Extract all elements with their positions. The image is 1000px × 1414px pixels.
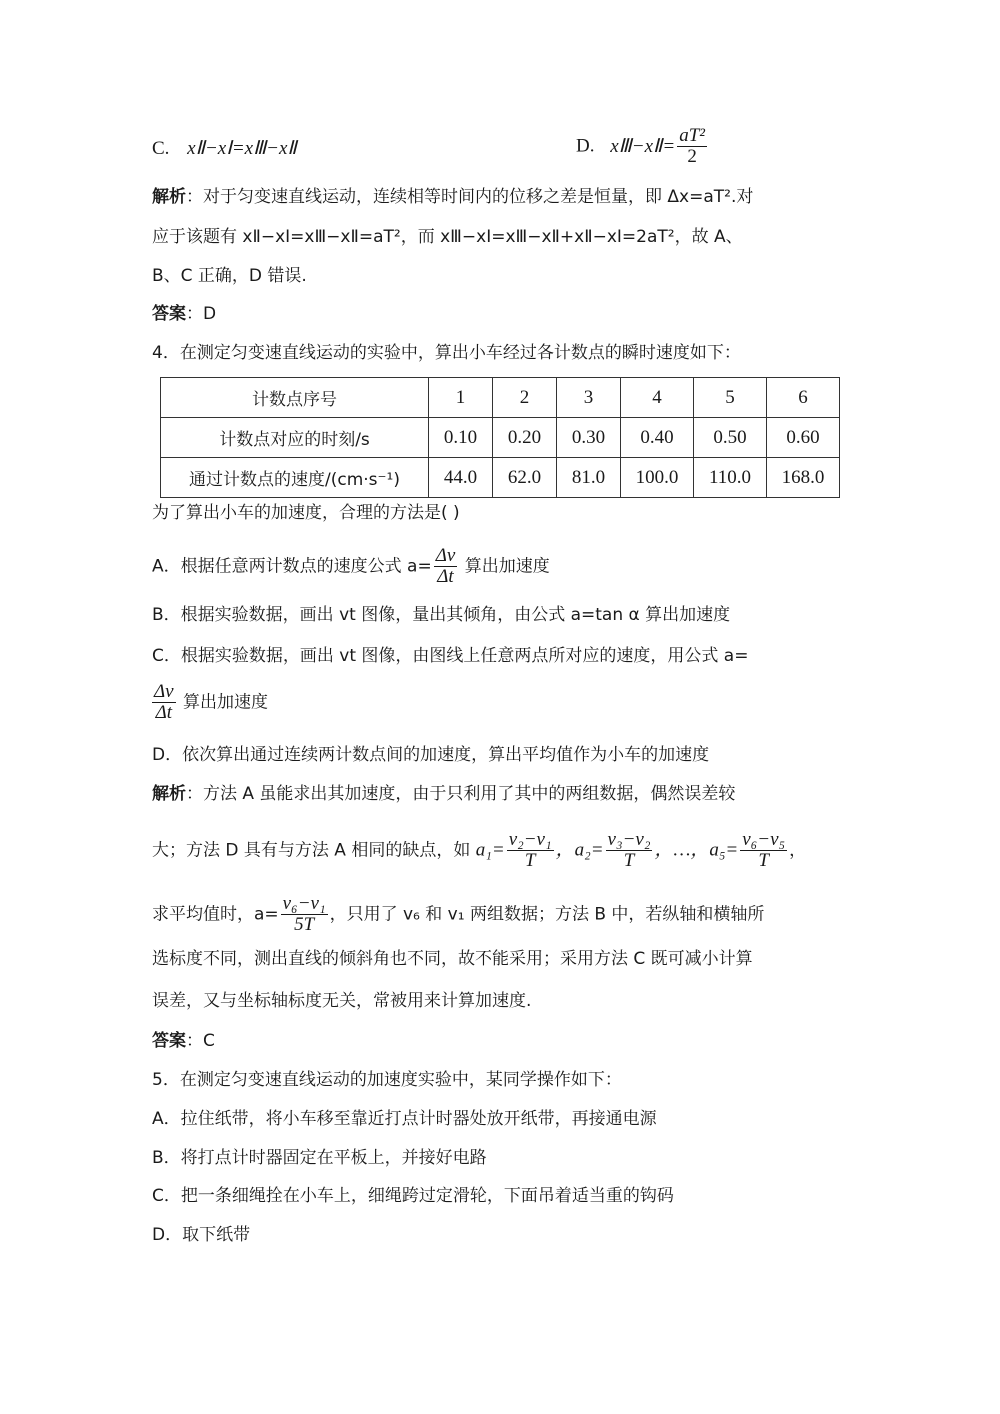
option-text: C．把一条细绳拴在小车上，细绳跨过定滑轮，下面吊着适当重的钩码 [152,1186,674,1206]
q4-analysis-line-4 [152,948,753,970]
denominator: T [623,850,635,871]
q3-answer [152,303,216,325]
numerator: v₃−v₂ [607,829,651,850]
table-cell: 0.20 [493,418,557,458]
q4-option-c-line-1 [152,645,748,667]
analysis-text: 误差，又与坐标轴标度无关，常被用来计算加速度. [152,991,532,1011]
numerator: Δv [154,681,174,702]
q4-question [152,502,460,524]
q5-stem [152,1069,622,1091]
question-stem: 4．在测定匀变速直线运动的实验中，算出小车经过各计数点的瞬时速度如下： [152,343,741,363]
option-text: 算出加速度 [459,556,550,577]
table-cell: 1 [429,378,493,418]
q4-stem [152,342,741,364]
numerator: v₆−v₅ [742,829,786,850]
table-cell: 62.0 [493,458,557,498]
option-text: D．取下纸带 [152,1225,251,1245]
q3-analysis-line-2 [152,226,743,248]
answer-value: ：C [186,1031,215,1051]
denominator: Δt [155,702,173,723]
q4-option-b [152,604,730,626]
table-cell: 0.50 [694,418,767,458]
q3-option-d [576,126,709,167]
q4-option-a [152,546,550,587]
fraction [507,830,554,871]
formula: xⅡ−xⅠ=xⅢ−xⅡ [187,138,297,159]
analysis-text: ，只用了 v₆ 和 v₁ 两组数据；方法 B 中，若纵轴和横轴所 [329,904,765,925]
table-row [161,378,840,418]
formula-lhs: xⅢ−xⅡ= [610,135,676,157]
analysis-text: 求平均值时，a= [152,904,279,925]
q4-analysis-line-3 [152,894,764,935]
numerator: aT² [679,125,705,146]
q4-analysis-line-5 [152,990,531,1012]
q3-option-c [152,138,297,160]
answer-label: 答案 [152,1031,186,1051]
table-cell: 81.0 [557,458,621,498]
fraction [677,126,707,167]
q4-option-c-line-2 [152,682,268,723]
option-text: B．根据实验数据，画出 vt 图像，量出其倾角，由公式 a=tan α 算出加速度 [152,605,731,625]
formula: a₁= [475,839,505,861]
q4-analysis-line-1 [152,783,735,805]
q4-option-d [152,744,709,766]
denominator: T [758,850,769,871]
q3-analysis-line-1 [152,186,753,208]
table-cell: 0.60 [767,418,840,458]
q5-option-a [152,1108,657,1130]
q5-option-c [152,1185,674,1207]
table-cell: 0.10 [429,418,493,458]
row-header: 计数点对应的时刻/s [161,418,429,458]
denominator: T [524,850,536,871]
option-text: C．根据实验数据，画出 vt 图像，由图线上任意两点所对应的速度，用公式 a= [152,646,749,666]
analysis-text: 大；方法 D 具有与方法 A 相同的缺点，如 [152,840,476,861]
analysis-text: ：对于匀变速直线运动，连续相等时间内的位移之差是恒量，即 Δx=aT².对 [186,187,754,207]
table-cell: 100.0 [621,458,694,498]
answer-label: 答案 [152,304,186,324]
option-text: A．拉住纸带，将小车移至靠近打点计时器处放开纸带，再接通电源 [152,1109,657,1129]
numerator: Δv [435,545,456,566]
option-text: 算出加速度 [177,692,268,713]
analysis-text: B、C 正确，D 错误. [152,266,307,286]
question-text: 为了算出小车的加速度，合理的方法是( ) [152,503,460,523]
option-label: C. [152,138,170,159]
q5-option-b [152,1147,487,1169]
table-cell: 6 [767,378,840,418]
analysis-text: 应于该题有 xⅡ−xⅠ=xⅢ−xⅡ=aT²，而 xⅢ−xⅠ=xⅢ−xⅡ+xⅡ−xⅠ=2aT²，故 A、 [152,227,743,247]
analysis-label: 解析 [152,187,186,207]
table-row [161,458,840,498]
table-cell: 0.30 [557,418,621,458]
q5-option-d [152,1224,250,1246]
denominator: 2 [687,146,697,167]
table-cell: 110.0 [694,458,767,498]
analysis-label: 解析 [152,784,186,804]
numerator: v₂−v₁ [508,829,552,850]
q4-answer [152,1030,215,1052]
fraction [606,830,653,871]
option-label: D. [576,135,595,157]
analysis-text: ， [789,840,807,861]
fraction [152,682,176,723]
q3-analysis-line-3 [152,265,307,287]
row-header: 通过计数点的速度/(cm·s⁻¹) [161,458,429,498]
formula: ，a₂= [555,839,604,861]
table-cell: 44.0 [429,458,493,498]
table-cell: 4 [621,378,694,418]
fraction [434,546,458,587]
option-text: A．根据任意两计数点的速度公式 a= [152,556,432,577]
denominator: 5T [294,914,315,935]
table-cell: 168.0 [767,458,840,498]
row-header: 计数点序号 [161,378,429,418]
table-cell: 0.40 [621,418,694,458]
table-row [161,418,840,458]
table-cell: 2 [493,378,557,418]
velocity-table [160,377,840,498]
analysis-text: 选标度不同，测出直线的倾斜角也不同，故不能采用；采用方法 C 既可减小计算 [152,949,753,969]
q4-analysis-line-2 [152,830,806,871]
option-text: D．依次算出通过连续两计数点间的加速度，算出平均值作为小车的加速度 [152,745,710,765]
answer-value: ：D [186,304,217,324]
denominator: Δt [437,566,454,587]
table-cell: 5 [694,378,767,418]
question-stem: 5．在测定匀变速直线运动的加速度实验中，某同学操作如下： [152,1070,622,1090]
option-text: B．将打点计时器固定在平板上，并接好电路 [152,1148,487,1168]
numerator: v₆−v₁ [282,893,326,914]
analysis-text: ：方法 A 虽能求出其加速度，由于只利用了其中的两组数据，偶然误差较 [186,784,736,804]
fraction [281,894,328,935]
formula: ，…，a₅= [654,839,739,861]
table-cell: 3 [557,378,621,418]
fraction [740,830,787,871]
